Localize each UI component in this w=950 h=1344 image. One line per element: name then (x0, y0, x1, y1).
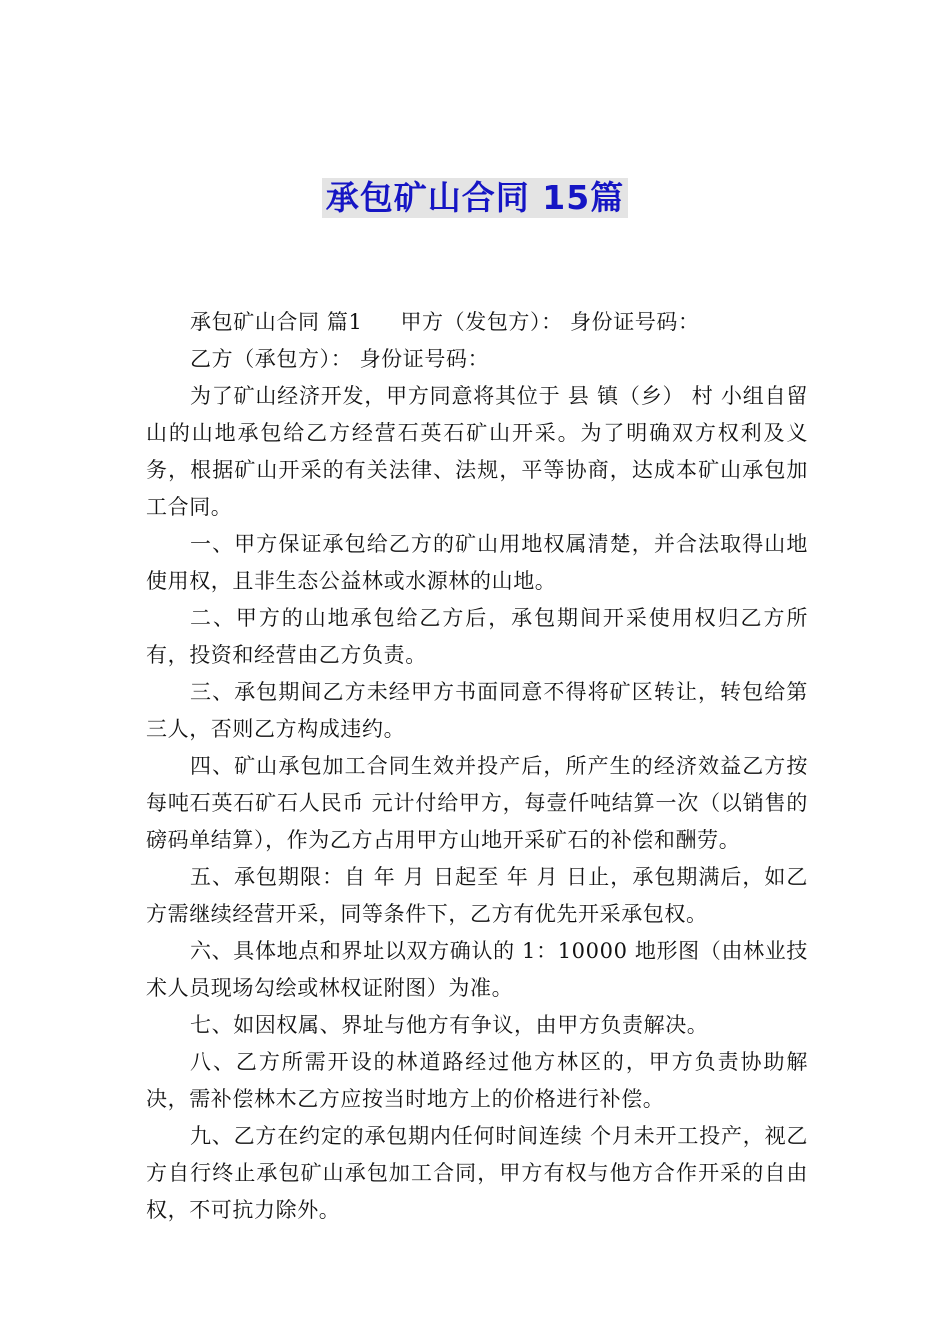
clause-4: 四、矿山承包加工合同生效并投产后，所产生的经济效益乙方按每吨石英石矿石人民币 元计付给甲方，每壹仟吨结算一次（以销售的磅码单结算），作为乙方占用甲方山地开采矿石的补偿和酬劳。 (146, 754, 808, 852)
clause-9: 九、乙方在约定的承包期内任何时间连续 个月未开工投产，视乙方自行终止承包矿山承包加工合同，甲方有权与他方合作开采的自由权，不可抗力除外。 (146, 1124, 808, 1222)
clause-1: 一、甲方保证承包给乙方的矿山用地权属清楚，并合法取得山地使用权，且非生态公益林或水源林的山地。 (146, 532, 808, 593)
clause-2: 二、甲方的山地承包给乙方后，承包期间开采使用权归乙方所有，投资和经营由乙方负责。 (146, 606, 808, 667)
document-body (146, 304, 808, 1229)
article-label: 承包矿山合同 篇1 (190, 310, 363, 334)
clause-6: 六、具体地点和界址以双方确认的 1：10000 地形图（由林业技术人员现场勾绘或林权证附图）为准。 (146, 939, 808, 1000)
paragraph-party-b: 乙方（承包方）： 身份证号码： (190, 347, 490, 371)
paragraph-intro: 为了矿山经济开发，甲方同意将其位于 县 镇（乡） 村 小组自留山的山地承包给乙方经营石英石矿山开采。为了明确双方权利及义务，根据矿山开采的有关法律、法规，平等协商，达成本矿山承包加工合同。 (146, 384, 808, 519)
clause-5: 五、承包期限：自 年 月 日起至 年 月 日止，承包期满后，如乙方需继续经营开采，同等条件下，乙方有优先开采承包权。 (146, 865, 808, 926)
title-container (0, 178, 950, 218)
clause-3: 三、承包期间乙方未经甲方书面同意不得将矿区转让，转包给第三人，否则乙方构成违约。 (146, 680, 808, 741)
document-title: 承包矿山合同 15篇 (322, 178, 628, 218)
party-a-line: 甲方（发包方）： 身份证号码： (400, 310, 700, 334)
clause-7: 七、如因权属、界址与他方有争议，由甲方负责解决。 (190, 1013, 709, 1037)
clause-8: 八、乙方所需开设的林道路经过他方林区的，甲方负责协助解决，需补偿林木乙方应按当时地方上的价格进行补偿。 (146, 1050, 808, 1111)
header-line (146, 304, 808, 341)
